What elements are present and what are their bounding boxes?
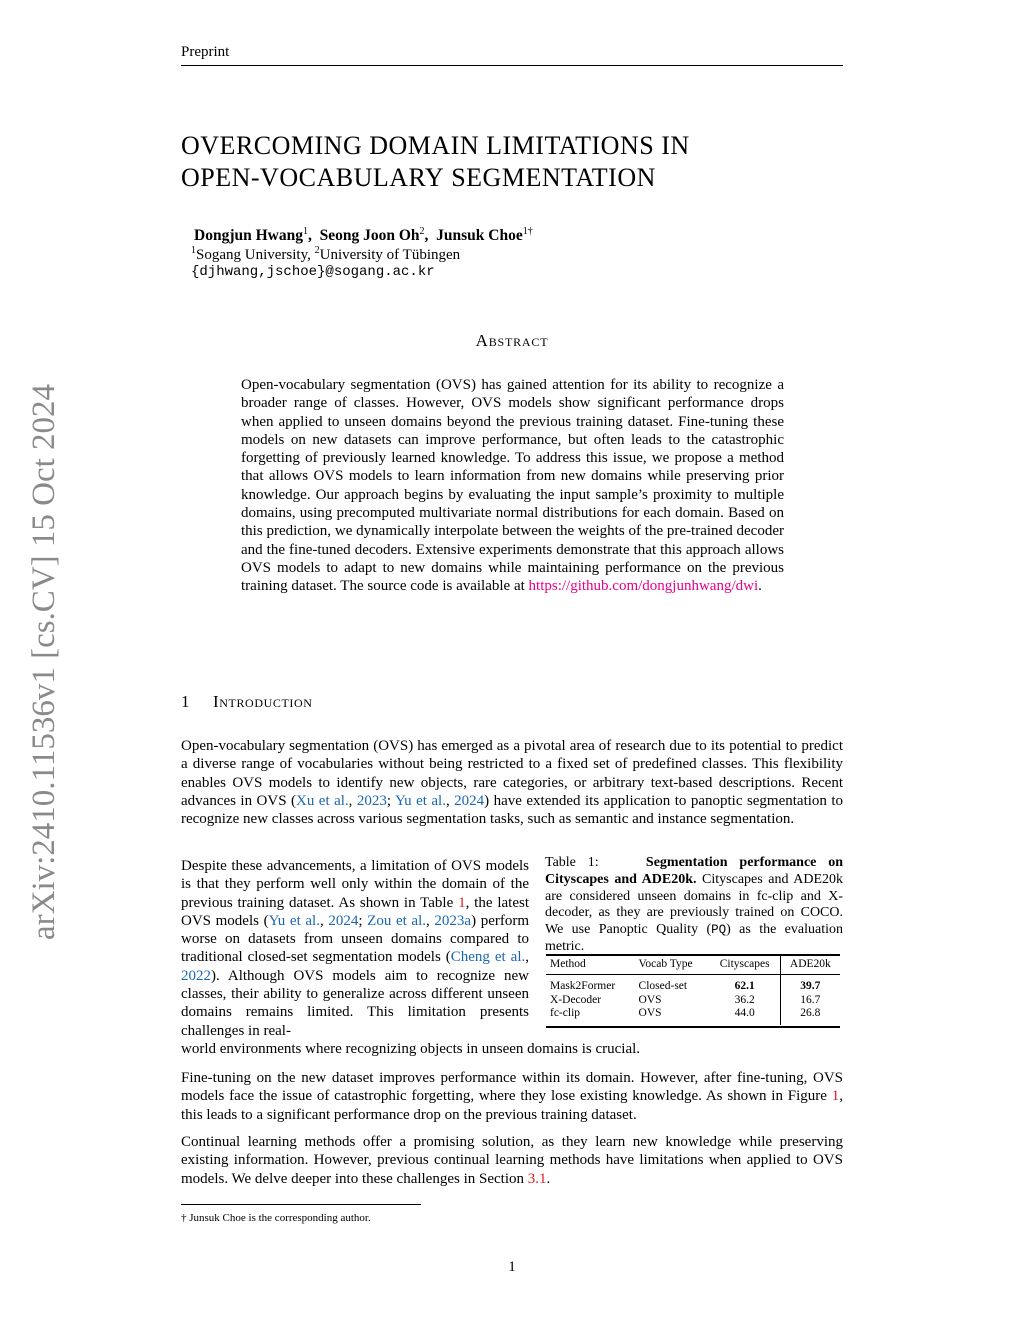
- intro-paragraph-4: Continual learning methods offer a promising solution, as they learn new knowledge while preserving existing information. However, previous continual learning methods have limitations when applied to OVS models. We delve deeper into these challenges in Section 3.1.: [181, 1134, 843, 1187]
- intro-paragraph-3: Fine-tuning on the new dataset improves performance within its domain. However, after fine-tuning, OVS models face the issue of catastrophic forgetting, where they lose existing knowledge. As shown in Figure 1, this leads to a significant performance drop on the previous training dataset.: [181, 1070, 843, 1123]
- title-line-1: OVERCOMING DOMAIN LIMITATIONS IN: [181, 131, 690, 160]
- intro-paragraph-2-continuation: world environments where recognizing objects in unseen domains is crucial.: [181, 1041, 641, 1057]
- table-cell: 26.8: [800, 1007, 821, 1019]
- table-header-row: [546, 955, 840, 975]
- table-cell: 16.7: [800, 993, 821, 1006]
- citation-link[interactable]: 2023: [356, 792, 387, 809]
- table-reference-link[interactable]: 1: [458, 894, 466, 911]
- page-number: 1: [508, 1259, 516, 1275]
- section-number: 1: [181, 692, 190, 711]
- footnote: † Junsuk Choe is the corresponding author.: [181, 1212, 371, 1224]
- table-row: [546, 975, 840, 994]
- section-heading: [181, 692, 313, 712]
- author-name: Dongjun Hwang: [194, 227, 303, 245]
- table-row: [546, 1007, 840, 1025]
- abstract-body: Open-vocabulary segmentation (OVS) has gained attention for its ability to recognize a broader range of classes. However, OVS models show significant performance drops when applied to unseen domains beyond the previous training dataset. Fine-tuning these models on new datasets can improve performance, but often leads to the catastrophic forgetting of previously learned knowledge. To address this issue, we propose a method that allows OVS models to learn information from new domains while preserving prior knowledge. Our approach begins by evaluating the input sample’s proximity to multiple domains, using precomputed multivariate normal distributions for each domain. Based on this prediction, we dynamically interpolate between the weights of the pre-trained decoder and the fine-tuned decoders. Extensive experiments demonstrate that this approach allows OVS models to adapt to new domains while maintaining performance on the previous training dataset. The source code is available at https://github.com/dongjunhwang/dwi.: [241, 377, 784, 595]
- results-table: [546, 955, 840, 1025]
- figure-reference-link[interactable]: 1: [831, 1088, 840, 1105]
- header-rule: [181, 65, 843, 66]
- table-row: [546, 994, 840, 1008]
- citation-link[interactable]: 2024: [328, 912, 359, 929]
- paper-title: [181, 130, 690, 194]
- abstract-heading: Abstract: [475, 331, 549, 350]
- table-cell: 36.2: [710, 994, 781, 1008]
- table-header-cell: Vocab Type: [635, 955, 710, 975]
- citation-link[interactable]: 2022: [181, 967, 211, 984]
- table-cell: OVS: [638, 993, 662, 1006]
- citation-link[interactable]: Xu et al.: [296, 792, 349, 809]
- table-cell: 62.1: [710, 975, 781, 994]
- source-code-link[interactable]: https://github.com/dongjunhwang/dwi: [528, 578, 759, 595]
- affiliations: $^1$Sogang University, $^2$University of Tübingen: [191, 245, 461, 263]
- section-title: Introduction: [213, 692, 313, 711]
- section-reference-link[interactable]: 3.1: [527, 1170, 547, 1187]
- table-cell: Closed-set: [638, 980, 688, 992]
- citation-link[interactable]: Yu et al.: [394, 792, 446, 809]
- intro-paragraph-1: Open-vocabulary segmentation (OVS) has emerged as a pivotal area of research due to its potential to predict a diverse range of vocabularies without being restricted to a fixed set of predefined classes. This flexibility enables OVS models to identify new objects, rare categories, or arbitrary text-based descriptions. Recent advances in OVS (Xu et al., 2023; Yu et al., 2024) have extended its application to panoptic segmentation to recognize new classes across various segmentation tasks, such as semantic and instance segmentation.: [181, 738, 844, 828]
- author-list: Dongjun Hwang$^1$, Seong Joon Oh$^2$, Junsuk Choe$^{1\dagger}$: [194, 226, 533, 245]
- title-line-2: OPEN-VOCABULARY SEGMENTATION: [181, 163, 656, 192]
- citation-link[interactable]: Yu et al.: [268, 912, 320, 929]
- citation-link[interactable]: 2024: [454, 792, 485, 809]
- table-cell: 44.0: [710, 1007, 781, 1025]
- table-bottom-rule: [546, 1026, 840, 1028]
- table-caption: Table 1: Segmentation performance on Cityscapes and ADE20k. Cityscapes and ADE20k are considered unseen domains in fc-clip and X-decoder, as they are previously trained on COCO. We use Panoptic Quality (PQ) as the evaluation metric.: [545, 855, 843, 954]
- table-header-cell: ADE20k: [780, 955, 840, 975]
- running-head: Preprint: [181, 44, 230, 60]
- table-cell: Mask2Former: [550, 980, 616, 992]
- footnote-rule: [181, 1204, 421, 1205]
- arxiv-sidebar-stamp: arXiv:2410.11536v1 [cs.CV] 15 Oct 2024: [26, 383, 62, 940]
- table-cell: X-Decoder: [550, 993, 602, 1006]
- table-header-cell: Method: [546, 955, 635, 975]
- author-emails: {djhwang,jschoe}@sogang.ac.kr: [191, 264, 435, 280]
- citation-link[interactable]: Cheng et al.: [450, 949, 526, 966]
- table-cell: fc-clip: [550, 1007, 581, 1019]
- citation-link[interactable]: 2023a: [434, 912, 472, 929]
- citation-link[interactable]: Zou et al.: [367, 912, 426, 929]
- table-cell: 39.7: [800, 980, 821, 992]
- author-name: Seong Joon Oh: [319, 227, 420, 245]
- intro-paragraph-2: Despite these advancements, a limitation of OVS models is that they perform well only within the domain of the previous training dataset. As shown in Table 1, the latest OVS models (Yu et al., 2024; Zou et al., 2023a) perform worse on datasets from unseen domains compared to traditional closed-set segmentation models (Cheng et al., 2022). Although OVS models aim to recognize new classes, their ability to generalize across different unseen domains remains limited. This limitation presents challenges in real-: [181, 858, 530, 1039]
- table-cell: OVS: [638, 1007, 662, 1019]
- author-name: Junsuk Choe: [436, 227, 523, 245]
- table-header-cell: Cityscapes: [710, 955, 781, 975]
